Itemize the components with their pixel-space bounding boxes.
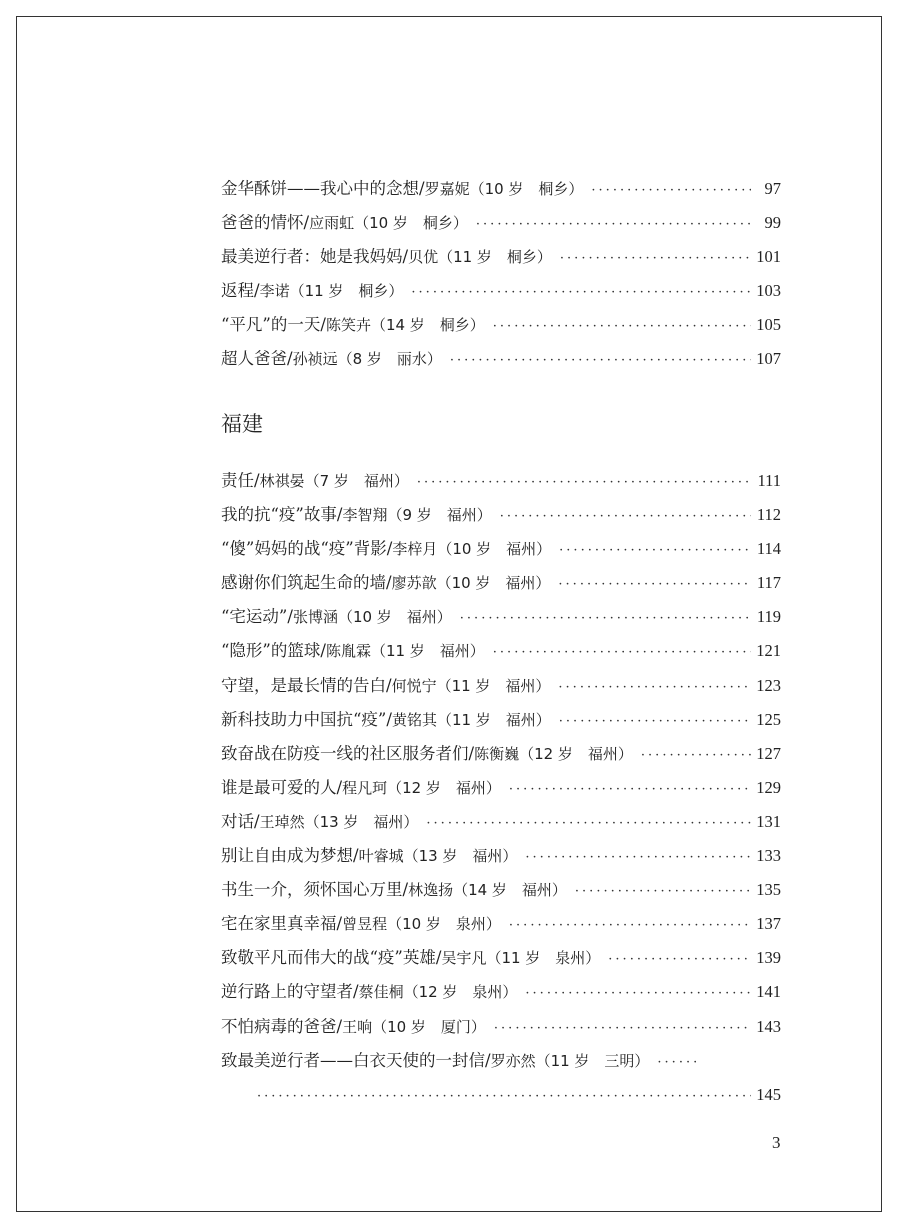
dot-leader xyxy=(560,242,751,276)
entry-author: 王琸然（13 岁 福州） xyxy=(259,812,419,831)
entry-title: 返程/ xyxy=(221,281,260,301)
entry-page: 131 xyxy=(756,811,781,831)
entry-author: 李诺（11 岁 桐乡） xyxy=(259,282,404,301)
entry-page: 135 xyxy=(756,880,781,900)
dot-leader xyxy=(591,174,751,208)
entry-page: 114 xyxy=(756,539,781,559)
dot-leader xyxy=(608,943,751,977)
dot-leader xyxy=(493,310,751,344)
entry-title: 爸爸的情怀/ xyxy=(221,213,310,233)
toc-section-fujian xyxy=(221,464,781,1112)
toc-section-zhejiang xyxy=(221,172,781,377)
entry-title: “傻”妈妈的战“疫”背影/ xyxy=(221,539,393,559)
entry-title: 致敬平凡而伟大的战“疫”英雄/ xyxy=(221,948,442,968)
entry-author: 贝优（11 岁 桐乡） xyxy=(408,248,552,267)
entry-author: 黄铭其（11 岁 福州） xyxy=(391,710,551,729)
entry-page: 119 xyxy=(756,607,781,627)
entry-page: 111 xyxy=(757,471,781,490)
entry-title: 我的抗“疫”故事/ xyxy=(221,505,343,525)
dot-leader xyxy=(657,1046,697,1080)
entry-title: 致奋战在防疫一线的社区服务者们/ xyxy=(221,743,475,763)
toc-entry xyxy=(221,805,781,839)
entry-page: 125 xyxy=(756,709,781,729)
toc-entry xyxy=(221,873,781,907)
entry-author: 程凡珂（12 岁 福州） xyxy=(342,778,501,797)
entry-author: 蔡佳桐（12 岁 泉州） xyxy=(358,983,518,1002)
entry-author: 应雨虹（10 岁 桐乡） xyxy=(309,214,468,233)
toc-entry xyxy=(221,172,781,206)
entry-author: 吴宇凡（11 岁 泉州） xyxy=(441,949,601,968)
entry-page: 107 xyxy=(756,349,781,369)
entry-title: 不怕病毒的爸爸/ xyxy=(221,1016,343,1036)
entry-title: 逆行路上的守望者/ xyxy=(221,982,359,1002)
toc-entry xyxy=(221,975,781,1009)
toc-entry xyxy=(221,532,781,566)
dot-leader xyxy=(257,1080,751,1114)
entry-page: 99 xyxy=(764,213,781,233)
toc-entry xyxy=(221,464,781,498)
dot-leader xyxy=(575,875,751,909)
toc-entry xyxy=(221,634,781,668)
entry-author: 陈胤霖（11 岁 福州） xyxy=(325,642,485,661)
entry-title: 超人爸爸/ xyxy=(221,349,293,369)
toc-entry xyxy=(221,1044,781,1078)
entry-author: 张博涵（10 岁 福州） xyxy=(292,608,452,627)
dot-leader xyxy=(417,466,751,500)
toc-entry xyxy=(221,274,781,308)
entry-author: 罗亦然（11 岁 三明） xyxy=(490,1051,650,1070)
entry-title: “隐形”的篮球/ xyxy=(221,641,326,661)
entry-author: 叶睿城（13 岁 福州） xyxy=(358,847,518,866)
toc-entry-continuation xyxy=(221,1078,781,1112)
entry-author: 王响（10 岁 厦门） xyxy=(342,1017,486,1036)
dot-leader xyxy=(509,773,751,807)
toc-entry xyxy=(221,839,781,873)
toc-entry xyxy=(221,771,781,805)
entry-page: 129 xyxy=(756,777,781,797)
dot-leader xyxy=(559,534,751,568)
dot-leader xyxy=(509,909,751,943)
toc-entry xyxy=(221,941,781,975)
dot-leader xyxy=(525,841,751,875)
entry-page: 123 xyxy=(756,675,781,695)
entry-title: 新科技助力中国抗“疫”/ xyxy=(221,709,392,729)
entry-author: 罗嘉妮（10 岁 桐乡） xyxy=(424,180,584,198)
dot-leader xyxy=(494,1012,751,1046)
entry-page: 117 xyxy=(756,573,781,593)
toc-entry xyxy=(221,240,781,274)
section-heading: 福建 xyxy=(221,412,263,436)
entry-title: 感谢你们筑起生命的墙/ xyxy=(221,573,392,593)
toc-entry xyxy=(221,1010,781,1044)
dot-leader xyxy=(500,500,751,534)
dot-leader xyxy=(641,739,751,773)
toc-entry xyxy=(221,498,781,532)
entry-title: 书生一介，须怀国心万里/ xyxy=(221,880,409,900)
dot-leader xyxy=(559,705,751,739)
entry-author: 廖苏歆（10 岁 福州） xyxy=(391,574,551,593)
entry-page: 112 xyxy=(756,505,781,525)
toc-entry xyxy=(221,907,781,941)
entry-title: “平凡”的一天/ xyxy=(221,315,326,335)
entry-author: 陈笑卉（14 岁 桐乡） xyxy=(325,316,485,335)
toc-entry xyxy=(221,737,781,771)
entry-author: 李梓月（10 岁 福州） xyxy=(392,540,552,559)
entry-author: 陈衡巍（12 岁 福州） xyxy=(474,744,633,763)
dot-leader xyxy=(411,276,751,310)
entry-author: 林祺晏（7 岁 福州） xyxy=(259,472,409,490)
entry-page: 141 xyxy=(756,982,781,1002)
entry-page: 127 xyxy=(756,743,781,763)
entry-page: 143 xyxy=(756,1016,781,1036)
entry-title: 宅在家里真幸福/ xyxy=(221,914,343,934)
toc-entry xyxy=(221,669,781,703)
toc-entry xyxy=(221,703,781,737)
entry-title: 金华酥饼——我心中的念想/ xyxy=(221,179,425,198)
toc-entry xyxy=(221,600,781,634)
dot-leader xyxy=(525,977,751,1011)
dot-leader xyxy=(460,602,751,636)
dot-leader xyxy=(493,636,751,670)
entry-page: 145 xyxy=(756,1084,781,1104)
toc-entry xyxy=(221,566,781,600)
toc-entry xyxy=(221,342,781,376)
entry-title: 对话/ xyxy=(221,811,260,831)
entry-title: 守望，是最长情的告白/ xyxy=(221,675,392,695)
dot-leader xyxy=(426,807,751,841)
toc-entry xyxy=(221,206,781,240)
entry-title: 谁是最可爱的人/ xyxy=(221,777,343,797)
dot-leader xyxy=(558,568,751,602)
entry-page: 105 xyxy=(756,315,781,335)
entry-title: 最美逆行者：她是我妈妈/ xyxy=(221,247,409,267)
entry-page: 121 xyxy=(756,641,781,661)
entry-page: 137 xyxy=(756,914,781,934)
entry-page: 103 xyxy=(756,281,781,301)
dot-leader xyxy=(476,208,751,242)
dot-leader xyxy=(450,344,751,378)
entry-author: 李智翔（9 岁 福州） xyxy=(342,506,492,525)
entry-page: 139 xyxy=(756,948,781,968)
entry-page: 97 xyxy=(764,179,781,198)
page-number: 3 xyxy=(772,1133,781,1152)
entry-title: 责任/ xyxy=(221,471,260,490)
toc-entry xyxy=(221,308,781,342)
entry-page: 101 xyxy=(756,247,781,267)
entry-title: 别让自由成为梦想/ xyxy=(221,846,359,866)
entry-title: “宅运动”/ xyxy=(221,607,293,627)
dot-leader xyxy=(558,671,751,705)
entry-author: 何悦宁（11 岁 福州） xyxy=(391,676,551,695)
entry-author: 孙祯远（8 岁 丽水） xyxy=(292,350,442,369)
entry-author: 曾昱程（10 岁 泉州） xyxy=(342,915,501,934)
entry-author: 林逸扬（14 岁 福州） xyxy=(408,881,567,900)
entry-title: 致最美逆行者——白衣天使的一封信/ xyxy=(221,1050,491,1070)
entry-page: 133 xyxy=(756,846,781,866)
